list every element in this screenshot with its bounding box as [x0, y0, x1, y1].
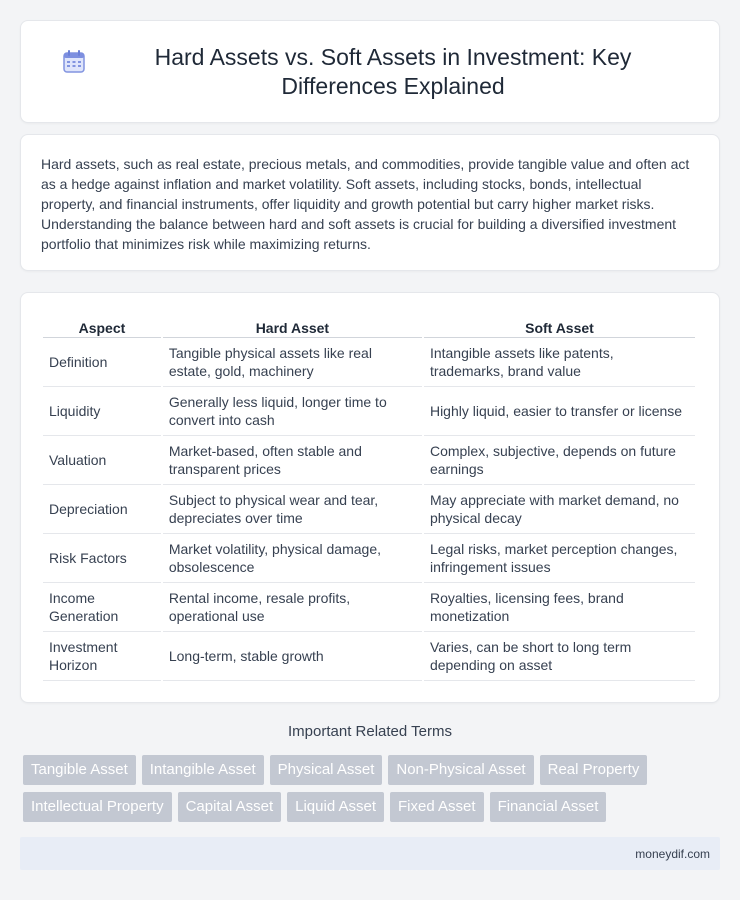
page-title: Hard Assets vs. Soft Assets in Investment: Key Differences Explained	[154, 43, 632, 99]
table-header-row	[43, 315, 695, 338]
title-card	[20, 20, 720, 123]
tag-capital-asset[interactable]: Capital Asset	[178, 792, 282, 822]
cell-hard: Market-based, often stable and transparent prices	[163, 436, 422, 485]
header-aspect: Aspect	[43, 315, 161, 338]
intro-card	[20, 134, 720, 271]
table-row	[43, 436, 695, 485]
table-row	[43, 485, 695, 534]
intro-paragraph: Hard assets, such as real estate, precious metals, and commodities, provide tangible value and often act as a hedge against inflation and market volatility. Soft assets, including stocks, bonds, intellectual property, and financial instruments, offer liquidity and growth potential but carry higher market risks. Understanding the balance between hard and soft assets is crucial for building a diversified investment portfolio that minimizes risk while maximizing returns.	[41, 156, 690, 252]
cell-hard: Market volatility, physical damage, obsolescence	[163, 534, 422, 583]
cell-aspect: Liquidity	[43, 387, 161, 436]
footer-site[interactable]: moneydif.com	[635, 846, 710, 861]
tag-row	[23, 792, 723, 822]
tag-real-property[interactable]: Real Property	[540, 755, 648, 785]
cell-hard: Long-term, stable growth	[163, 632, 422, 681]
cell-aspect: Depreciation	[43, 485, 161, 534]
cell-aspect: Investment Horizon	[43, 632, 161, 681]
cell-soft: Intangible assets like patents, trademarks, brand value	[424, 338, 695, 387]
header-soft-asset: Soft Asset	[424, 315, 695, 338]
cell-hard: Generally less liquid, longer time to convert into cash	[163, 387, 422, 436]
tag-financial-asset[interactable]: Financial Asset	[490, 792, 607, 822]
calendar-icon	[61, 49, 87, 75]
cell-hard: Rental income, resale profits, operational use	[163, 583, 422, 632]
cell-soft: Complex, subjective, depends on future earnings	[424, 436, 695, 485]
tag-physical-asset[interactable]: Physical Asset	[270, 755, 383, 785]
table-row	[43, 583, 695, 632]
related-terms-title: Important Related Terms	[288, 723, 452, 740]
cell-aspect: Risk Factors	[43, 534, 161, 583]
table-row	[43, 338, 695, 387]
cell-hard: Subject to physical wear and tear, depreciates over time	[163, 485, 422, 534]
cell-aspect: Definition	[43, 338, 161, 387]
cell-soft: Legal risks, market perception changes, infringement issues	[424, 534, 695, 583]
cell-aspect: Valuation	[43, 436, 161, 485]
tag-non-physical-asset[interactable]: Non-Physical Asset	[388, 755, 533, 785]
cell-aspect: Income Generation	[43, 583, 161, 632]
table-row	[43, 632, 695, 681]
tag-row	[23, 755, 723, 785]
footer	[20, 837, 720, 870]
header-hard-asset: Hard Asset	[163, 315, 422, 338]
tag-fixed-asset[interactable]: Fixed Asset	[390, 792, 484, 822]
title-wrap	[21, 43, 719, 101]
related-terms-tags	[23, 755, 723, 829]
cell-hard: Tangible physical assets like real estate, gold, machinery	[163, 338, 422, 387]
tag-tangible-asset[interactable]: Tangible Asset	[23, 755, 136, 785]
cell-soft: Varies, can be short to long term depending on asset	[424, 632, 695, 681]
table-row	[43, 534, 695, 583]
tag-intangible-asset[interactable]: Intangible Asset	[142, 755, 264, 785]
cell-soft: May appreciate with market demand, no physical decay	[424, 485, 695, 534]
tag-intellectual-property[interactable]: Intellectual Property	[23, 792, 172, 822]
cell-soft: Royalties, licensing fees, brand monetization	[424, 583, 695, 632]
tag-liquid-asset[interactable]: Liquid Asset	[287, 792, 384, 822]
cell-soft: Highly liquid, easier to transfer or license	[424, 387, 695, 436]
comparison-table-card	[20, 292, 720, 703]
table-row	[43, 387, 695, 436]
comparison-table	[41, 315, 697, 681]
